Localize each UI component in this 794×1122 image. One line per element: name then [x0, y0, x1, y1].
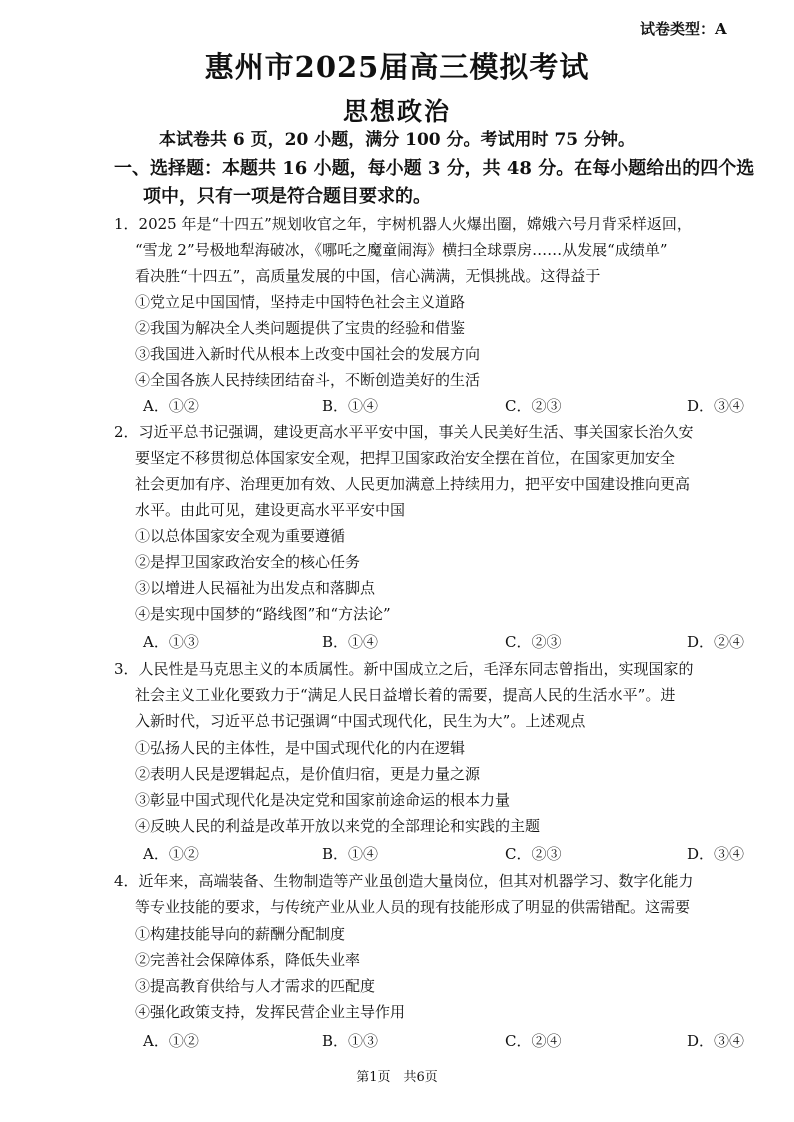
question-4-statement-2: ②完善社会保障体系，降低失业率	[135, 951, 361, 969]
question-1-option-d: D．③④	[687, 397, 745, 415]
question-4-option-d: D．③④	[687, 1032, 745, 1050]
question-2-stem-line-3: 社会更加有序、治理更加有效、人民更加满意上持续用力，把平安中国建设推向更高	[135, 475, 691, 493]
question-2-option-a: A．①③	[143, 633, 199, 651]
question-2-statement-4: ④是实现中国梦的“路线图”和“方法论”	[135, 605, 391, 623]
question-4-statement-3: ③提高教育供给与人才需求的匹配度	[135, 977, 376, 995]
question-3-statement-3: ③彰显中国式现代化是决定党和国家前途命运的根本力量	[135, 791, 511, 809]
question-1-stem-line-3: 看决胜“十四五”，高质量发展的中国，信心满满，无惧挑战。这得益于	[135, 267, 601, 285]
question-2-option-b: B．①④	[322, 633, 379, 651]
question-4-statement-4: ④强化政策支持，发挥民营企业主导作用	[135, 1003, 406, 1021]
question-1-stem-line-1: 1．2025 年是“十四五”规划收官之年，宇树机器人火爆出圈，嫦娥六号月背采样返回，	[114, 215, 692, 233]
question-3-stem-line-2: 社会主义工业化要致力于“满足人民日益增长着的需要，提高人民的生活水平”。进	[135, 686, 676, 704]
page-footer: 第1页 共6页	[356, 1070, 438, 1085]
question-3-statement-2: ②表明人民是逻辑起点，是价值归宿，更是力量之源	[135, 765, 481, 783]
question-3-option-c: C．②③	[505, 845, 562, 863]
section-heading-line-1: 一、选择题：本题共 16 小题，每小题 3 分，共 48 分。在每小题给出的四个选	[114, 158, 755, 179]
question-2-stem-line-1: 2．习近平总书记强调，建设更高水平平安中国，事关人民美好生活、事关国家长治久安	[114, 423, 694, 441]
question-1-statement-2: ②我国为解决全人类问题提供了宝贵的经验和借鉴	[135, 319, 466, 337]
question-4-stem-line-2: 等专业技能的要求，与传统产业从业人员的现有技能形成了明显的供需错配。这需要	[135, 898, 691, 916]
section-heading-line-2: 项中，只有一项是符合题目要求的。	[143, 186, 431, 207]
exam-title: 惠州市2025届高三模拟考试	[204, 50, 590, 84]
question-3-statement-1: ①弘扬人民的主体性，是中国式现代化的内在逻辑	[135, 739, 466, 757]
question-4-option-c: C．②④	[505, 1032, 562, 1050]
question-3-option-a: A．①②	[143, 845, 199, 863]
question-4-statement-1: ①构建技能导向的薪酬分配制度	[135, 925, 346, 943]
question-4-option-b: B．①③	[322, 1032, 379, 1050]
subject-title: 思想政治	[342, 97, 451, 126]
question-1-statement-4: ④全国各族人民持续团结奋斗，不断创造美好的生活	[135, 371, 481, 389]
question-2-statement-1: ①以总体国家安全观为重要遵循	[135, 527, 346, 545]
question-2-option-c: C．②③	[505, 633, 562, 651]
question-1-statement-1: ①党立足中国国情，坚持走中国特色社会主义道路	[135, 293, 466, 311]
question-2-stem-line-2: 要坚定不移贯彻总体国家安全观，把捍卫国家政治安全摆在首位，在国家更加安全	[135, 449, 676, 467]
question-2-stem-line-4: 水平。由此可见，建设更高水平平安中国	[135, 501, 406, 519]
question-3-stem-line-1: 3．人民性是马克思主义的本质属性。新中国成立之后，毛泽东同志曾指出，实现国家的	[114, 660, 694, 678]
question-1-option-b: B．①④	[322, 397, 379, 415]
question-2-option-d: D．②④	[687, 633, 745, 651]
question-3-statement-4: ④反映人民的利益是改革开放以来党的全部理论和实践的主题	[135, 817, 541, 835]
question-1-statement-3: ③我国进入新时代从根本上改变中国社会的发展方向	[135, 345, 481, 363]
question-3-stem-line-3: 入新时代，习近平总书记强调“中国式现代化，民生为大”。上述观点	[135, 712, 586, 730]
question-1-option-c: C．②③	[505, 397, 562, 415]
question-2-statement-2: ②是捍卫国家政治安全的核心任务	[135, 553, 361, 571]
question-1-stem-line-2: “雪龙 2”号极地犁海破冰，《哪吒之魔童闹海》横扫全球票房……从发展“成绩单”	[135, 241, 668, 259]
question-4-option-a: A．①②	[143, 1032, 199, 1050]
question-3-option-d: D．③④	[687, 845, 745, 863]
question-2-statement-3: ③以增进人民福祉为出发点和落脚点	[135, 579, 376, 597]
question-1-option-a: A．①②	[143, 397, 199, 415]
question-3-option-b: B．①④	[322, 845, 379, 863]
paper-type-label: 试卷类型：A	[640, 20, 727, 38]
exam-info: 本试卷共 6 页，20 小题，满分 100 分。考试用时 75 分钟。	[158, 130, 636, 150]
question-4-stem-line-1: 4．近年来，高端装备、生物制造等产业虽创造大量岗位，但其对机器学习、数字化能力	[114, 872, 694, 890]
